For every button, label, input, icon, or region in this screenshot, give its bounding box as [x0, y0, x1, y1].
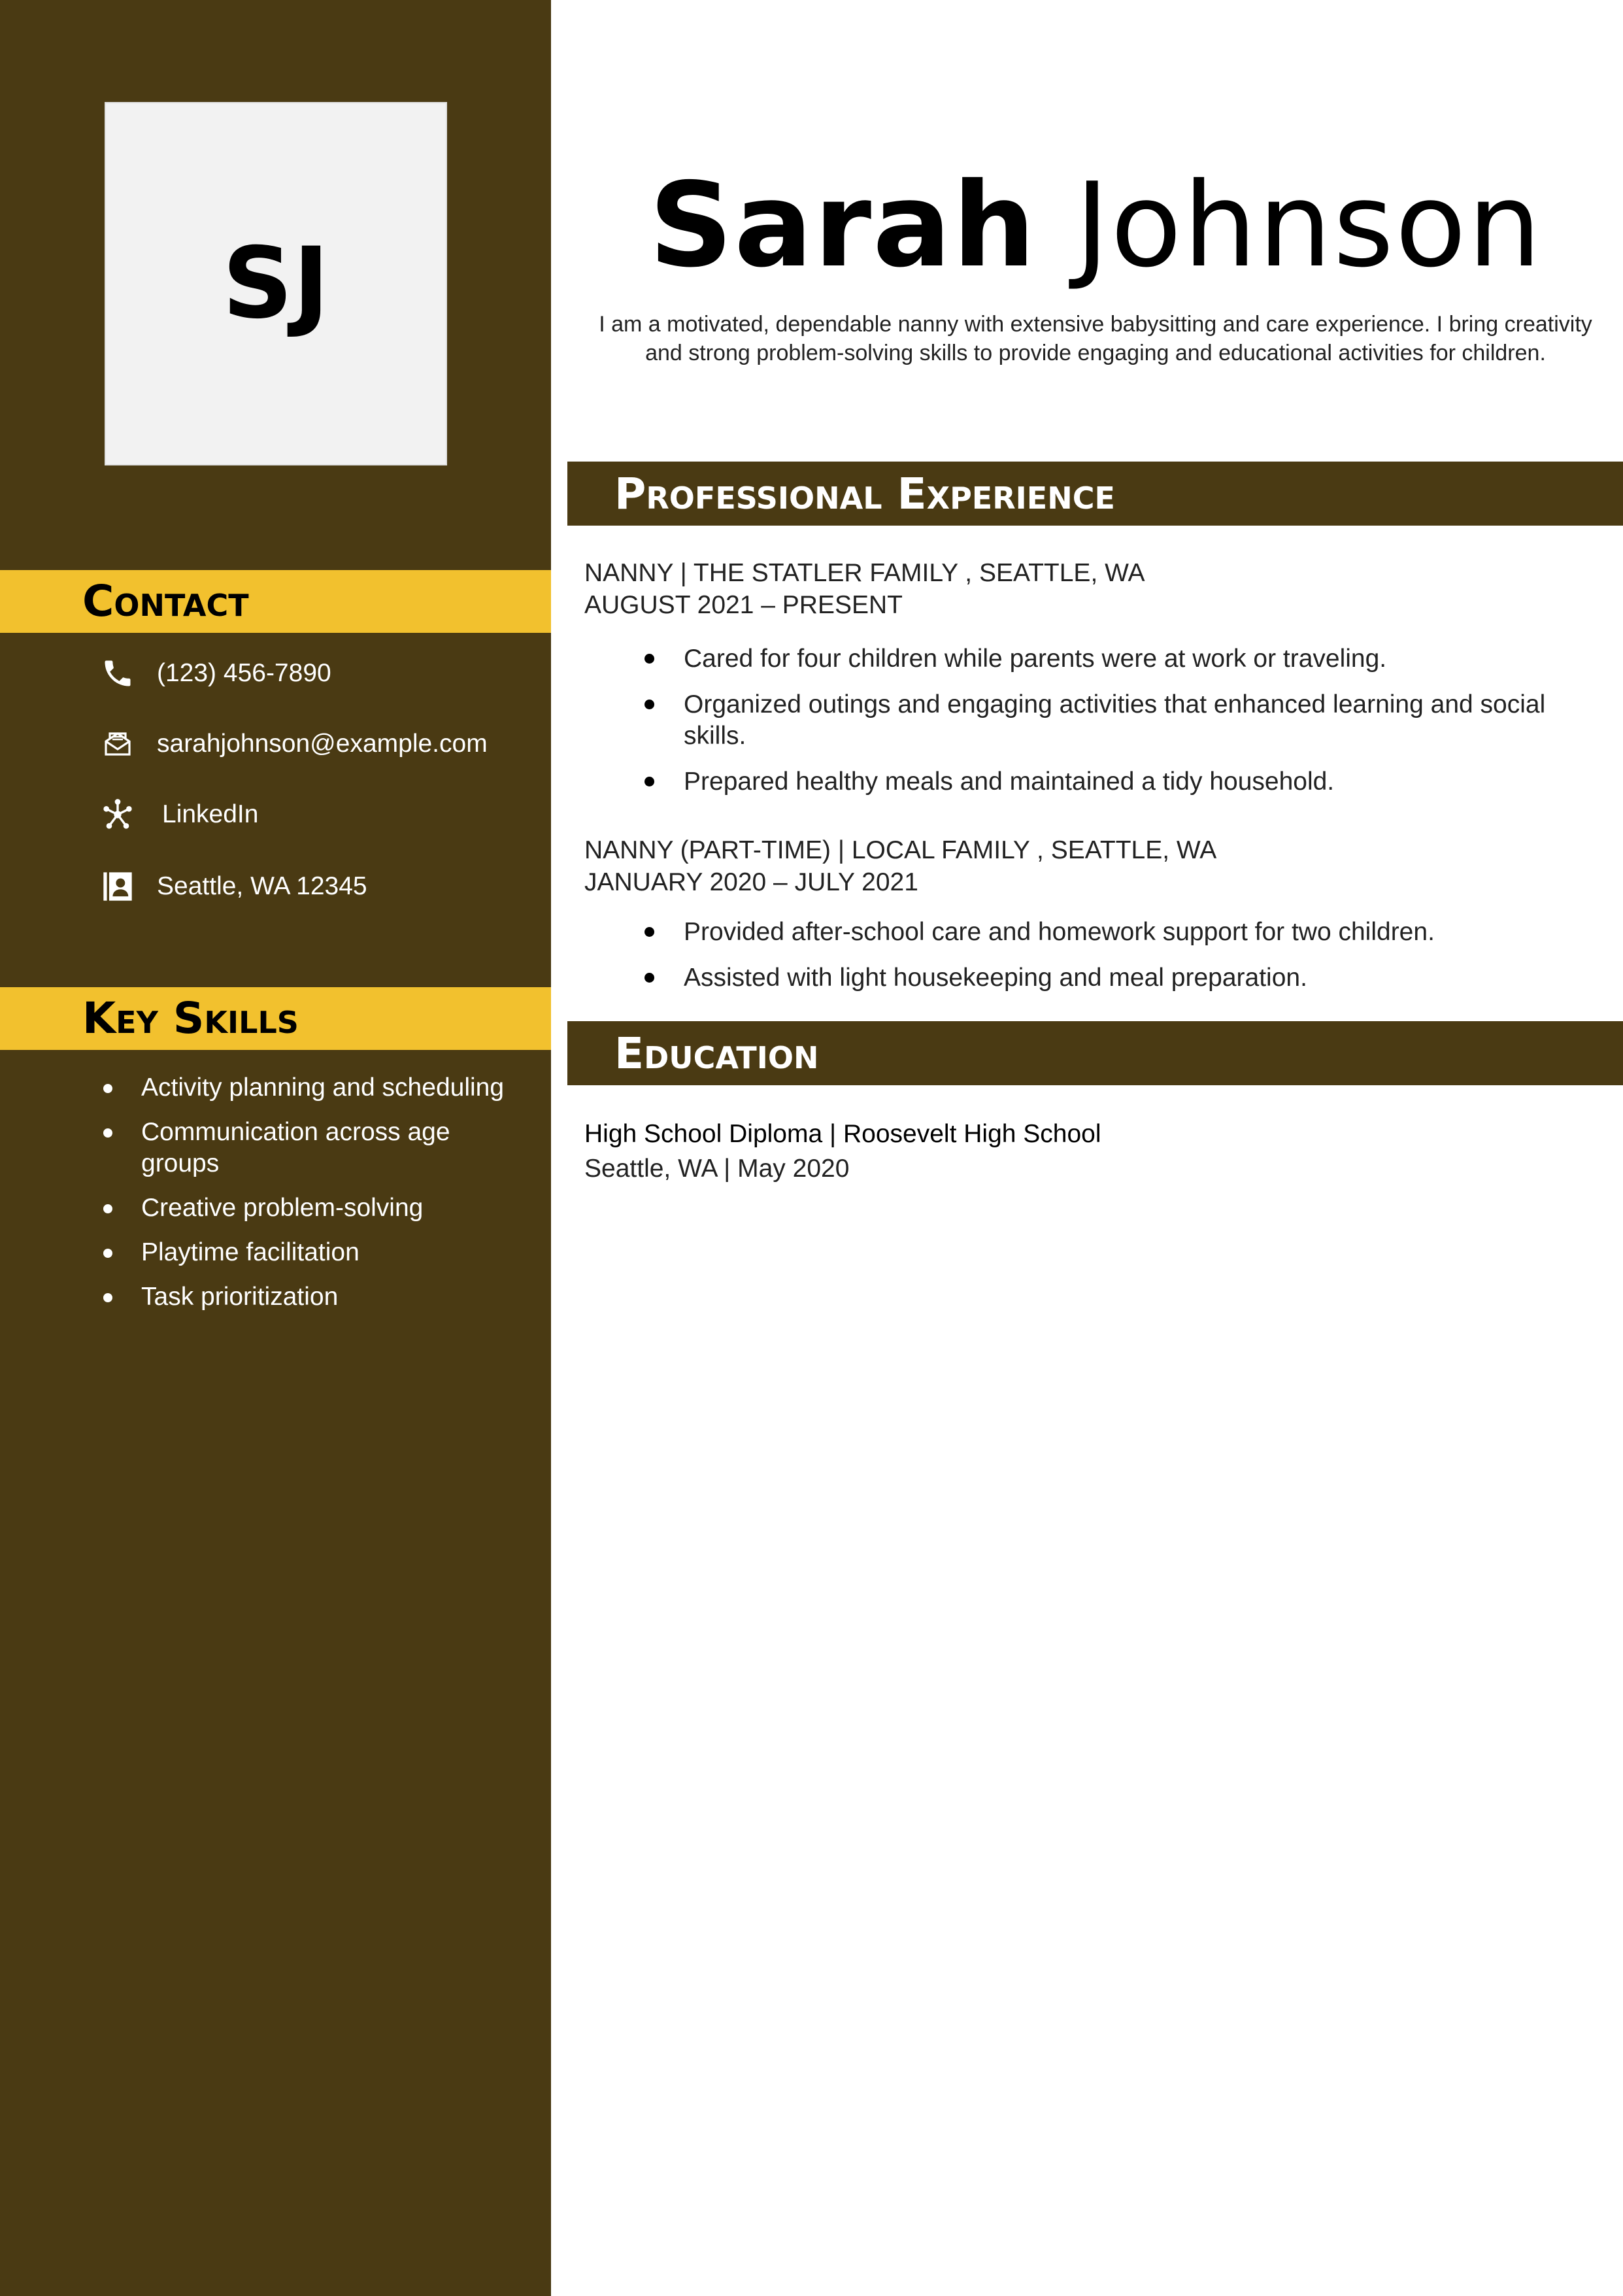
contact-phone: [101, 655, 331, 692]
list-item: [98, 1281, 516, 1313]
skills-band: [0, 987, 551, 1050]
summary-text: I am a motivated, dependable nanny with extensive babysitting and care experience. I bring creativity and strong problem-solving skills to provide engaging and educational activities for children.: [599, 312, 1592, 365]
skills-list: [98, 1072, 516, 1326]
education-degree: High School Diploma | Roosevelt High School: [584, 1120, 1101, 1148]
job-bullets: [634, 917, 1582, 1008]
skills-heading: Key Skills: [82, 993, 299, 1043]
list-item: [634, 962, 1582, 994]
contact-phone-text: (123) 456-7890: [157, 659, 331, 687]
contact-address: [101, 868, 367, 905]
education-heading: Education: [614, 1028, 819, 1079]
last-name: Johnson: [1075, 158, 1543, 293]
bullet-dot: [103, 1293, 112, 1302]
bullet-dot: [644, 927, 654, 937]
skill-text: Communication across age groups: [141, 1118, 450, 1177]
contact-heading: Contact: [82, 576, 249, 626]
job-header: [584, 557, 1145, 621]
bullet-dot: [103, 1204, 112, 1213]
contact-linkedin-text: LinkedIn: [162, 800, 259, 828]
bullet-dot: [644, 973, 654, 983]
skill-text: Task prioritization: [141, 1283, 339, 1311]
skill-text: Playtime facilitation: [141, 1238, 360, 1266]
bullet-dot: [103, 1128, 112, 1138]
first-name: Sarah: [648, 158, 1037, 293]
bullet-text: Organized outings and engaging activities that enhanced learning and social skills.: [684, 690, 1546, 750]
bullet-dot: [644, 654, 654, 664]
list-item: [634, 766, 1582, 798]
network-icon: [101, 798, 135, 832]
contact-linkedin[interactable]: [101, 796, 258, 833]
experience-heading: Professional Experience: [614, 469, 1115, 519]
list-item: [634, 643, 1582, 675]
monogram-text: SJ: [222, 227, 329, 341]
contact-email[interactable]: [101, 726, 488, 762]
sidebar: [0, 0, 551, 2296]
skill-text: Activity planning and scheduling: [141, 1073, 505, 1102]
experience-band: [567, 462, 1623, 526]
job-bullets: [634, 643, 1582, 812]
job-role-line: NANNY | THE STATLER FAMILY , SEATTLE, WA: [584, 559, 1145, 587]
list-item: [98, 1237, 516, 1268]
page-title: [569, 157, 1623, 294]
bullet-dot: [644, 700, 654, 709]
email-icon: [101, 727, 135, 761]
bullet-dot: [103, 1249, 112, 1258]
list-item: [634, 917, 1582, 948]
list-item: [98, 1192, 516, 1224]
bullet-text: Assisted with light housekeeping and meal preparation.: [684, 964, 1307, 992]
job-dates: JANUARY 2020 – JULY 2021: [584, 868, 918, 896]
bullet-dot: [644, 777, 654, 786]
job-dates: AUGUST 2021 – PRESENT: [584, 591, 903, 619]
education-details: Seattle, WA | May 2020: [584, 1155, 850, 1183]
contact-email-text: sarahjohnson@example.com: [157, 730, 488, 758]
skill-text: Creative problem-solving: [141, 1194, 424, 1222]
list-item: [98, 1117, 516, 1179]
list-item: [98, 1072, 516, 1104]
education-entry: [584, 1117, 1101, 1186]
job-header: [584, 834, 1216, 898]
job-role-line: NANNY (PART-TIME) | LOCAL FAMILY , SEATTLE, WA: [584, 836, 1217, 864]
list-item: [634, 689, 1582, 752]
bullet-text: Provided after-school care and homework support for two children.: [684, 918, 1435, 946]
contact-address-text: Seattle, WA 12345: [157, 872, 367, 900]
education-band: [567, 1021, 1623, 1085]
monogram-box: [105, 102, 447, 465]
contact-band: [0, 570, 551, 633]
address-book-icon: [101, 869, 135, 903]
bullet-text: Prepared healthy meals and maintained a tidy household.: [684, 768, 1335, 796]
bullet-dot: [103, 1084, 112, 1093]
bullet-text: Cared for four children while parents were at work or traveling.: [684, 645, 1387, 673]
phone-icon: [101, 656, 135, 690]
